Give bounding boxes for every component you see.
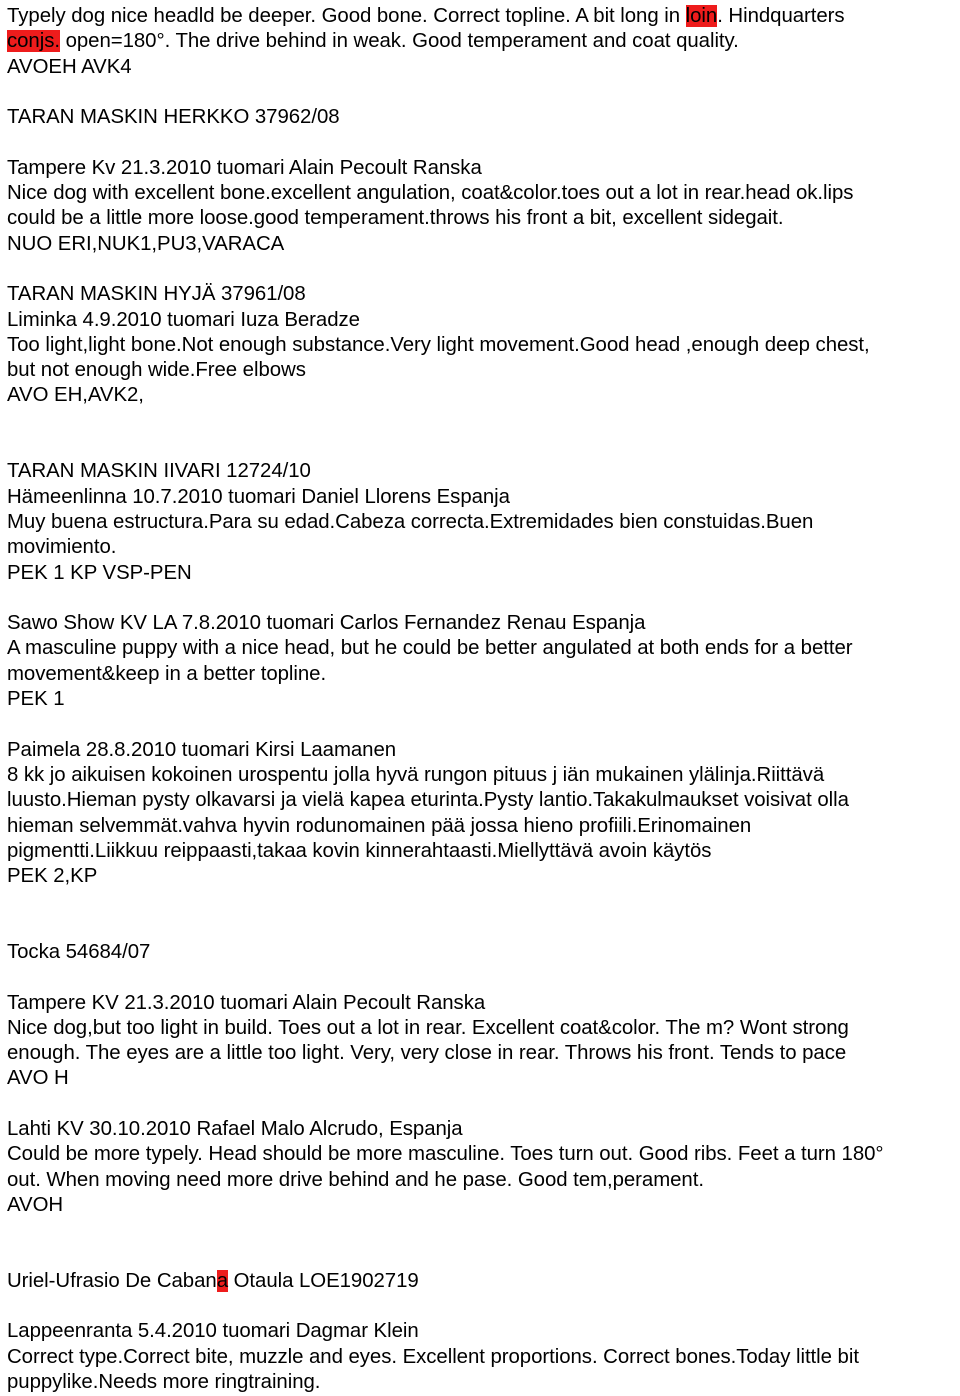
show-header: Liminka 4.9.2010 tuomari Iuza Beradze bbox=[7, 308, 360, 331]
critique-line: could be a little more loose.good temperament.throws his front a bit, excellent sidegait. bbox=[7, 207, 784, 230]
critique-line: movement&keep in a better topline. bbox=[7, 662, 327, 685]
show-result: AVO EH,AVK2, bbox=[7, 384, 144, 407]
critique-line: movimiento. bbox=[7, 536, 117, 559]
critique-line: A masculine puppy with a nice head, but he could be better angulated at both ends for a better bbox=[7, 637, 853, 660]
show-header: Sawo Show KV LA 7.8.2010 tuomari Carlos Fernandez Renau Espanja bbox=[7, 612, 646, 635]
dog-name: TARAN MASKIN HERKKO 37962/08 bbox=[7, 106, 340, 129]
highlighted-text: loin bbox=[685, 5, 718, 27]
dog-name: TARAN MASKIN IIVARI 12724/10 bbox=[7, 460, 311, 483]
critique-line: Nice dog,but too light in build. Toes out a lot in rear. Excellent coat&color. The m? Wont strong bbox=[7, 1016, 849, 1039]
critique-line: pigmentti.Liikkuu reippaasti,takaa kovin kinnerahtaasti.Miellyttävä avoin käytös bbox=[7, 839, 712, 862]
show-result: AVOEH AVK4 bbox=[7, 55, 132, 78]
critique-line: puppylike.Needs more ringtraining. bbox=[7, 1371, 321, 1394]
show-header: Lappeenranta 5.4.2010 tuomari Dagmar Klein bbox=[7, 1320, 419, 1343]
critique-line: 8 kk jo aikuisen kokoinen urospentu jolla hyvä rungon pituus j iän mukainen ylälinja.Riittävä bbox=[7, 763, 825, 786]
show-header: Paimela 28.8.2010 tuomari Kirsi Laamanen bbox=[7, 738, 397, 761]
show-result: PEK 1 bbox=[7, 688, 65, 711]
show-result: AVO H bbox=[7, 1067, 69, 1090]
critique-line: out. When moving need more drive behind and he pase. Good tem,perament. bbox=[7, 1168, 704, 1191]
critique-line: Too light,light bone.Not enough substance.Very light movement.Good head ,enough deep chest, bbox=[7, 333, 870, 356]
highlighted-text: a bbox=[216, 1269, 228, 1292]
show-result: NUO ERI,NUK1,PU3,VARACA bbox=[7, 232, 285, 255]
show-header: Tampere Kv 21.3.2010 tuomari Alain Pecoult Ranska bbox=[7, 156, 482, 179]
critique-line: but not enough wide.Free elbows bbox=[7, 359, 306, 382]
highlighted-text: conjs. bbox=[7, 30, 60, 53]
show-header: Hämeenlinna 10.7.2010 tuomari Daniel Llorens Espanja bbox=[7, 485, 510, 508]
show-result: PEK 2,KP bbox=[7, 865, 98, 888]
critique-line: enough. The eyes are a little too light. Very, very close in rear. Throws his front. Tends to pace bbox=[7, 1042, 847, 1065]
show-header: Tampere KV 21.3.2010 tuomari Alain Pecoult Ranska bbox=[7, 991, 486, 1014]
critique-line: Typely dog nice headld be deeper. Good bone. Correct topline. A bit long in loin. Hindquarters bbox=[7, 5, 845, 27]
critique-line: luusto.Hieman pysty olkavarsi ja vielä kapea eturinta.Pysty lantio.Takakulmaukset voisivat olla bbox=[7, 789, 849, 812]
critique-line: Correct type.Correct bite, muzzle and eyes. Excellent proportions. Correct bones.Today little bit bbox=[7, 1345, 859, 1368]
critique-line: hieman selvemmät.vahva hyvin rodunomainen pää jossa hieno profiili.Erinomainen bbox=[7, 814, 752, 837]
dog-name: Tocka 54684/07 bbox=[7, 940, 151, 963]
show-header: Lahti KV 30.10.2010 Rafael Malo Alcrudo, Espanja bbox=[7, 1118, 463, 1141]
dog-name: TARAN MASKIN HYJÄ 37961/08 bbox=[7, 283, 306, 306]
show-result: PEK 1 KP VSP-PEN bbox=[7, 561, 192, 584]
critique-line: Nice dog with excellent bone.excellent angulation, coat&color.toes out a lot in rear.head ok.lips bbox=[7, 182, 854, 205]
show-result: AVOH bbox=[7, 1193, 64, 1216]
document-body bbox=[7, 4, 957, 1395]
critique-line: Muy buena estructura.Para su edad.Cabeza correcta.Extremidades bien constuidas.Buen bbox=[7, 510, 814, 533]
dog-name: Uriel-Ufrasio De Cabana Otaula LOE1902719 bbox=[7, 1269, 419, 1292]
critique-line: Could be more typely. Head should be more masculine. Toes turn out. Good ribs. Feet a turn 180° bbox=[7, 1143, 884, 1166]
critique-line: conjs. open=180°. The drive behind in weak. Good temperament and coat quality. bbox=[7, 30, 739, 53]
